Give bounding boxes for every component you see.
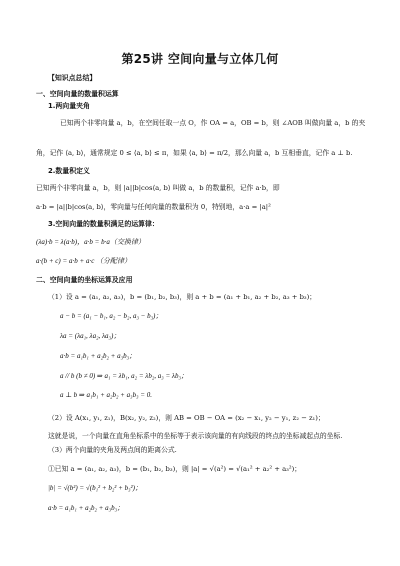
formula-line: a // b (b ≠ 0) ⇒ a₁ = λb₁, a₂ = λb₂, a₃ = λb₃； [60, 372, 188, 380]
formula-line: a − b = (a₁ − b₁, a₂ − b₂, a₃ − b₃)； [60, 312, 163, 320]
page-title: 第25讲 空间向量与立体几何 [121, 52, 279, 66]
paragraph-line: （3）两个向量的夹角及两点间的距离公式. [48, 446, 177, 454]
subheading-definition: 2.数量积定义 [48, 167, 90, 175]
formula-line: ①已知 a = (a₁, a₂, a₃)，b = (b₁, b₂, b₃)，则 |a| = √(a²) = √(a₁² + a₂² + a₃²)； [48, 465, 302, 473]
formula-line: a·(b + c) = a·b + a·c （分配律） [36, 257, 132, 265]
formula-line: a ⊥ b ⇒ a₁b₁ + a₂b₂ + a₃b₃ = 0. [60, 391, 152, 399]
heading-coordinates: 二、空间向量的坐标运算及应用 [36, 276, 133, 284]
paragraph-line: 这就是说，一个向量在直角坐标系中的坐标等于表示该向量的有向线段的终点的坐标减起点的坐标. [48, 432, 343, 440]
formula-line: （2）设 A(x₁, y₁, z₁)，B(x₂, y₂, z₂)，则 AB = OB − OA = (x₂ − x₁, y₂ − y₁, z₂ − z₁)； [48, 414, 325, 422]
paragraph-line: 角，记作 ⟨a, b⟩，通常规定 0 ≤ ⟨a, b⟩ ≤ π，如果 ⟨a, b⟩ = π/2，那么向量 a，b 互相垂直，记作 a ⊥ b. [36, 149, 353, 157]
heading-dot-product: 一、空间向量的数量积运算 [36, 90, 119, 98]
formula-line: a·b = a₁b₁ + a₂b₂ + a₃b₃； [60, 352, 137, 360]
formula-line: λa = (λa₁, λa₂, λa₃)； [60, 332, 121, 340]
subheading-laws: 3.空间向量的数量积满足的运算律： [48, 220, 159, 228]
paragraph-line: a·b = |a||b|cos⟨a, b⟩，零向量与任何向量的数量积为 0，特别地，a·a = |a|² [36, 203, 271, 211]
formula-line: (λa)·b = λ(a·b)，a·b = b·a（交换律） [36, 238, 145, 246]
formula-line: a·b = a₁b₁ + a₂b₂ + a₃b₃； [48, 504, 125, 512]
formula-line: |b| = √(b²) = √(b₁² + b₂² + b₃²)； [48, 484, 142, 492]
paragraph-line: 已知两个非零向量 a，b，在空间任取一点 O，作 OA = a，OB = b，则 ∠AOB 叫做向量 a，b 的夹 [60, 119, 366, 127]
subheading-angle: 1.两向量夹角 [48, 102, 90, 110]
section-header: 【知识点总结】 [48, 74, 97, 82]
paragraph-line: 已知两个非零向量 a，b，则 |a||b|cos⟨a, b⟩ 叫做 a，b 的数量积，记作 a·b，即 [36, 184, 280, 192]
formula-line: （1）设 a = (a₁, a₂, a₃)，b = (b₁, b₂, b₃)，则 a + b = (a₁ + b₁, a₂ + b₂, a₃ + b₃)； [48, 293, 317, 301]
